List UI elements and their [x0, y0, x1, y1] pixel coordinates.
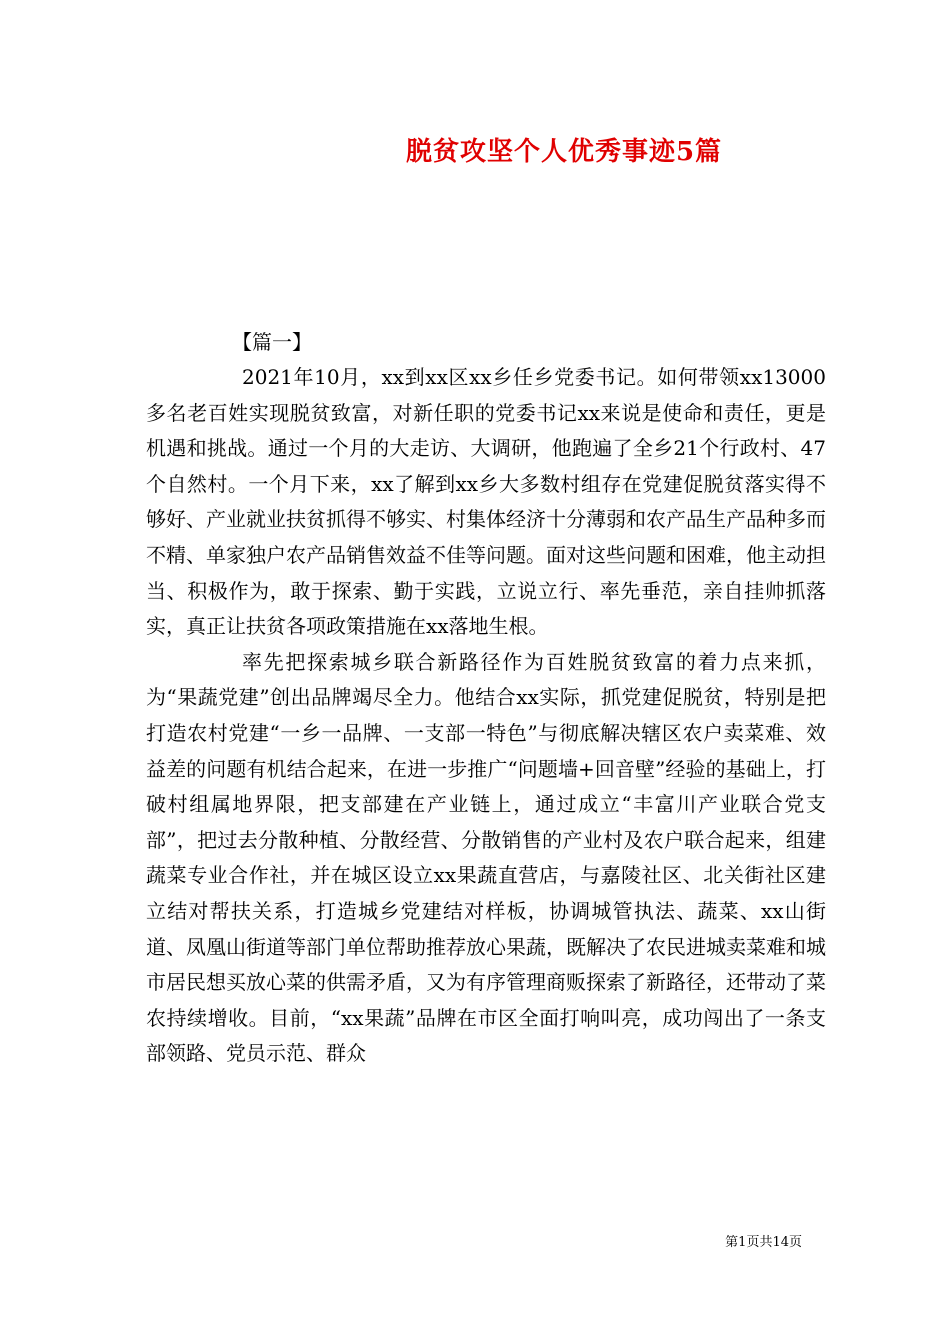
- page-title: 脱贫攻坚个人优秀事迹5篇: [405, 137, 723, 167]
- paragraph: 2021年10月，xx到xx区xx乡任乡党委书记。如何带领xx13000多名老百姓实现脱贫致富，对新任职的党委书记xx来说是使命和责任，更是机遇和挑战。通过一个月的大走访、大调研，他跑遍了全乡21个行政村、47个自然村。一个月下来，xx了解到xx乡大多数村组存在党建促脱贫落实得不够好、产业就业扶贫抓得不够实、村集体经济十分薄弱和农产品生产品种多而不精、单家独户农产品销售效益不佳等问题。面对这些问题和困难，他主动担当、积极作为，敢于探索、勤于实践，立说立行、率先垂范，亲自挂帅抓落实，真正让扶贫各项政策措施在xx落地生根。: [146, 365, 826, 639]
- page-number-footer: 第1页共14页: [725, 1235, 802, 1250]
- paragraph: 率先把探索城乡联合新路径作为百姓脱贫致富的着力点来抓，为“果蔬党建”创出品牌竭尽全力。他结合xx实际，抓党建促脱贫，特别是把打造农村党建“一乡一品牌、一支部一特色”与彻底解决辖区农户卖菜难、效益差的问题有机结合起来，在进一步推广“问题墙+回音壁”经验的基础上，打破村组属地界限，把支部建在产业链上，通过成立“丰富川产业联合党支部”，把过去分散种植、分散经营、分散销售的产业村及农户联合起来，组建蔬菜专业合作社，并在城区设立xx果蔬直营店，与嘉陵社区、北关街社区建立结对帮扶关系，打造城乡党建结对样板，协调城管执法、蔬菜、xx山街道、凤凰山街道等部门单位帮助推荐放心果蔬，既解决了农民进城卖菜难和城市居民想买放心菜的供需矛盾，又为有序管理商贩探索了新路径，还带动了菜农持续增收。目前，“xx果蔬”品牌在市区全面打响叫亮，成功闯出了一条支部领路、党员示范、群众: [146, 649, 826, 1066]
- section-heading: 【篇一】: [232, 330, 312, 354]
- document-body: [146, 360, 826, 1072]
